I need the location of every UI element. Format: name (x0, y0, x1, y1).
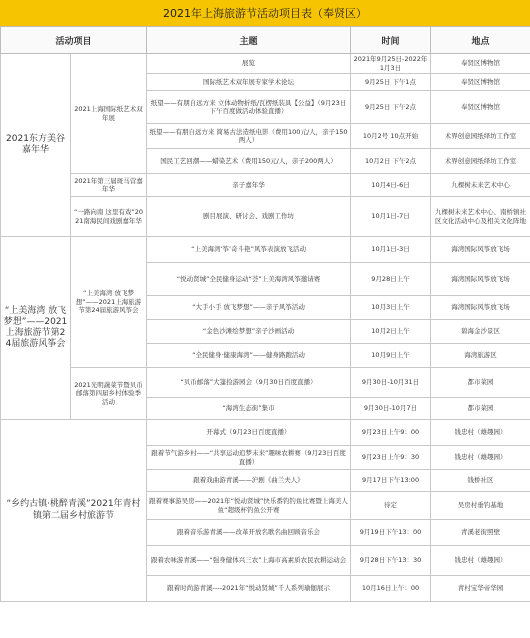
place-cell: 奉贤区博物馆 (431, 91, 530, 124)
header-project: 活动项目 (1, 27, 147, 54)
time-cell: 10月2号 10点开始 (351, 124, 431, 149)
time-cell: 9月25日 下午1点 (351, 74, 431, 91)
place-cell: 青村宝华帝华园 (431, 576, 530, 602)
place-cell: 海湾国际风筝放飞场 (431, 296, 530, 320)
theme-cell: 展览 (147, 54, 351, 74)
theme-cell: “大手小手 放飞梦想”——亲子风筝活动 (147, 296, 351, 320)
time-cell: 9月30日-10月7日 (351, 398, 431, 420)
header-place: 地点 (431, 27, 530, 54)
time-cell: 10月16日上午：00 (351, 576, 431, 602)
time-cell: 2021年9月25日-2022年1月3日 (351, 54, 431, 74)
table-row (1, 174, 530, 197)
activity-table (0, 26, 530, 602)
time-cell: 10月2日上午 (351, 320, 431, 344)
subgroup-label: “一路向南 这里有戏”2021南海民间戏剧嘉年华 (71, 197, 147, 237)
time-cell: 9月25日 下午2点 (351, 91, 431, 124)
time-cell: 10月2日 下午2点 (351, 149, 431, 174)
theme-cell: “全民健身·健康海湾”——健身路跑活动 (147, 344, 351, 368)
time-cell: 10月1日-3日 (351, 237, 431, 263)
time-cell: 9月19日下午13：00 (351, 520, 431, 546)
theme-cell: 纸望——有朋自远方来 简易古法造纸电影（费用100元/人，亲子150两人） (147, 124, 351, 149)
subgroup-label: 2021上海国际纸艺术双年展 (71, 54, 147, 174)
table-row (1, 420, 530, 446)
table-row (1, 237, 530, 263)
place-cell: 钱忠村（雄趣园） (431, 446, 530, 470)
theme-cell: “海湾生态街”集市 (147, 398, 351, 420)
group-label: 2021东方美谷嘉年华 (1, 54, 71, 237)
time-cell: 9月23日上午9：30 (351, 446, 431, 470)
theme-cell: “金色沙滩绘梦想”亲子沙画活动 (147, 320, 351, 344)
subgroup-label: 2021光明蔬菜节暨贝币邮落第四届乡村体验季活动 (71, 368, 147, 420)
place-cell: 海湾旅游区 (431, 344, 530, 368)
time-cell: 9月23日上午9：00 (351, 420, 431, 446)
group-label: “上美海湾 放飞梦想”——2021上海旅游节第24届旅游风筝会 (1, 237, 71, 420)
place-cell: 钱桥社区 (431, 470, 530, 492)
subgroup-label: 2021年第三届斑马营嘉年华 (71, 174, 147, 197)
page-title: 2021年上海旅游节活动项目表（奉贤区） (0, 0, 530, 27)
time-cell: 10月1日-7日 (351, 197, 431, 237)
time-cell: 9月30日-10月31日 (351, 368, 431, 398)
theme-cell: 跟着戏曲游青溪——沪剧《曲兰夫人》 (147, 470, 351, 492)
time-cell: 10月3日上午 (351, 296, 431, 320)
place-cell: 都市菜园 (431, 398, 530, 420)
place-cell: 吴房村垂钓基地 (431, 492, 530, 520)
place-cell: 都市菜园 (431, 368, 530, 398)
theme-cell: 纸望——有朋自远方来 立体动物折纸/瓦楞纸装具【公益】（9月23日下午百度做活动体验直播） (147, 91, 351, 124)
place-cell: 九棵树未来艺术中心、南桥镇社区文化活动中心及相关文化阵地 (431, 197, 530, 237)
header-time: 时间 (351, 27, 431, 54)
table-header-row (1, 27, 530, 54)
theme-cell: 国际纸艺术双年展专家学术论坛 (147, 74, 351, 91)
place-cell: 海湾国际风筝放飞场 (431, 237, 530, 263)
theme-cell: 跟着节气游乡村——“共享运动追梦未来”趣味农耕赛（9月23日百度直播） (147, 446, 351, 470)
time-cell: 9月28日上午 (351, 263, 431, 296)
place-cell: 青溪老街照壁 (431, 520, 530, 546)
table-row (1, 54, 530, 74)
place-cell: 术界创意园纸绎坊工作室 (431, 124, 530, 149)
theme-cell: 开幕式（9月23日百度直播） (147, 420, 351, 446)
theme-cell: “上美海湾‘筝’奇斗艳”风筝表演放飞活动 (147, 237, 351, 263)
theme-cell: 跟着时尚游青溪----2021年“悦动贤城”千人系列瑜伽展示 (147, 576, 351, 602)
group-label: “乡约古镇·桃醉青溪”2021年青村镇第二届乡村旅游节 (1, 420, 147, 602)
subgroup-label: “上美海湾 放飞梦想”——2021上海旅游节第24届旅游风筝会 (71, 237, 147, 368)
theme-cell: 亲子嘉年华 (147, 174, 351, 197)
place-cell: 术界创意园纸绎坊工作室 (431, 149, 530, 174)
place-cell: 奉贤区博物馆 (431, 74, 530, 91)
theme-cell: “悦动贤城”全民健身运动“荟”上美海湾风筝邀请赛 (147, 263, 351, 296)
place-cell: 碧海金沙景区 (431, 320, 530, 344)
theme-cell: 跟着农味游青溪——“强身健体兴三农”上海市高素质农民农耕运动会 (147, 546, 351, 576)
place-cell: 九棵树未来艺术中心 (431, 174, 530, 197)
theme-cell: 国民工艺回潮——蜡染艺术（费用150元/人，亲子200两人） (147, 149, 351, 174)
theme-cell: 剧目展演、研讨会、戏剧工作坊 (147, 197, 351, 237)
table-row (1, 368, 530, 398)
header-theme: 主题 (147, 27, 351, 54)
place-cell: 奉贤区博物馆 (431, 54, 530, 74)
place-cell: 钱忠村（雄趣园） (431, 546, 530, 576)
place-cell: 钱忠村（雄趣园） (431, 420, 530, 446)
theme-cell: 跟着音乐游青溪——改革开放名歌名曲回顾音乐会 (147, 520, 351, 546)
table-row (1, 197, 530, 237)
theme-cell: 跟着赛事游吴房——2021年“悦动贤城”快乐番钓钓鱼比赛暨上海美人鱼“超级杯钓鱼公开赛 (147, 492, 351, 520)
time-cell: 9月28日下午13：30 (351, 546, 431, 576)
time-cell: 10月4日-6日 (351, 174, 431, 197)
time-cell: 9月17日下午13:00 (351, 470, 431, 492)
time-cell: 10月9日上午 (351, 344, 431, 368)
time-cell: 待定 (351, 492, 431, 520)
theme-cell: “贝币邮落”大篷捡游园会（9月30日百度直播） (147, 368, 351, 398)
place-cell: 海湾国际风筝放飞场 (431, 263, 530, 296)
